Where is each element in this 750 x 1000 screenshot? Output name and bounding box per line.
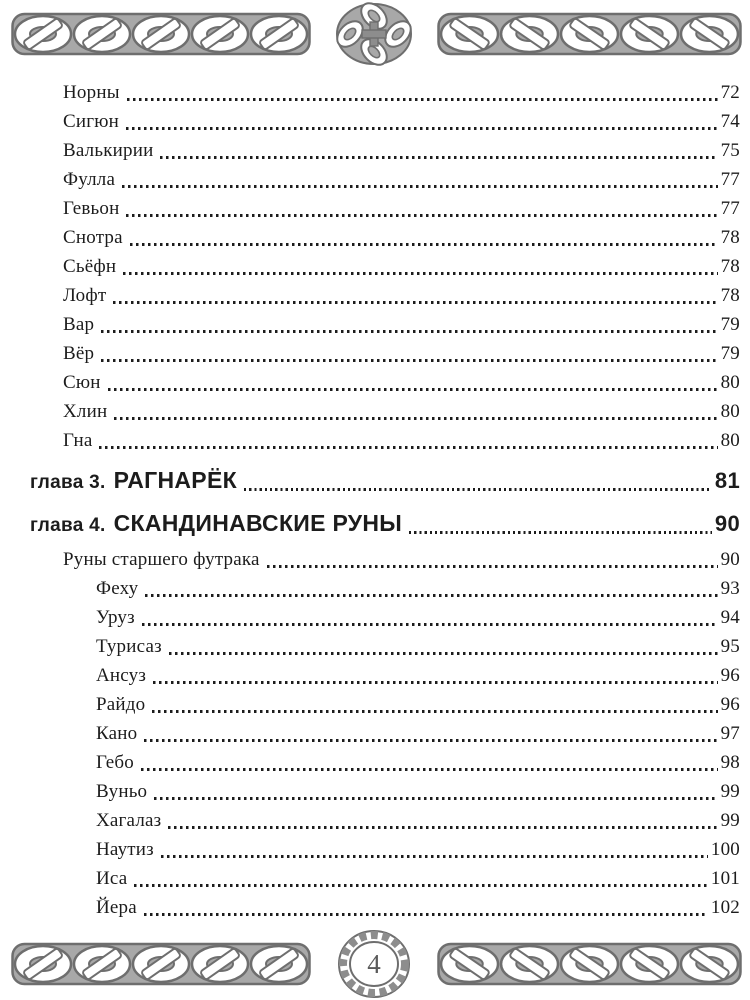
toc-entry-label: Сигюн: [63, 111, 119, 132]
toc-entry-page: 78: [720, 285, 740, 306]
dot-leader: [409, 531, 712, 534]
toc-entry-page: 97: [720, 723, 740, 744]
toc-entry-label: Руны старшего футрака: [63, 549, 260, 570]
dot-leader: [153, 681, 718, 684]
toc-row: [30, 632, 740, 661]
toc-entry-label: Вуньо: [96, 781, 148, 802]
toc-entry-page: 75: [720, 140, 740, 161]
toc-chapter-prefix: глава 3.: [30, 472, 106, 493]
dot-leader: [130, 243, 718, 246]
toc-entry-page: 90: [720, 549, 740, 570]
toc-entry-label: Гна: [63, 430, 93, 451]
toc-entry-label: Кано: [96, 723, 138, 744]
toc-entry-label: Феху: [96, 578, 139, 599]
toc-row: [30, 719, 740, 748]
toc-row: [30, 465, 740, 498]
toc-entry-page: 79: [720, 314, 740, 335]
toc-row: [30, 777, 740, 806]
toc-entry-page: 96: [720, 694, 740, 715]
dot-leader: [122, 185, 718, 188]
toc-entry-page: 80: [720, 401, 740, 422]
toc-entry-page: 95: [720, 636, 740, 657]
dot-leader: [114, 417, 717, 420]
dot-leader: [141, 768, 718, 771]
toc-row: [30, 835, 740, 864]
toc-entry-page: 77: [720, 169, 740, 190]
toc-row: [30, 603, 740, 632]
celtic-knot-band-icon: [437, 938, 742, 990]
dot-leader: [144, 913, 708, 916]
toc-entry-page: 80: [720, 430, 740, 451]
celtic-border-top: [0, 0, 750, 68]
toc-entry-page: 102: [710, 897, 740, 918]
toc-row: [30, 194, 740, 223]
toc-row: [30, 339, 740, 368]
dot-leader: [101, 359, 717, 362]
toc-entry-page: 99: [720, 781, 740, 802]
toc-entry-label: Уруз: [96, 607, 135, 628]
toc-entry-page: 101: [710, 868, 740, 889]
dot-leader: [152, 710, 717, 713]
dot-leader: [134, 884, 707, 887]
dot-leader: [126, 214, 717, 217]
toc-row: [30, 574, 740, 603]
page-number: 4: [367, 949, 381, 979]
toc-row: [30, 368, 740, 397]
toc-entry-page: 72: [720, 82, 740, 103]
toc-entry-label: СКАНДИНАВСКИЕ РУНЫ: [113, 510, 403, 536]
toc-row: [30, 397, 740, 426]
dot-leader: [142, 623, 718, 626]
toc-row: [30, 545, 740, 574]
toc-entry-label: Ансуз: [96, 665, 147, 686]
toc-entry-page: 78: [720, 256, 740, 277]
toc-entry-page: 93: [720, 578, 740, 599]
toc-entry-page: 96: [720, 665, 740, 686]
toc-row: [30, 893, 740, 922]
toc-entry-label: Сюн: [63, 372, 101, 393]
toc-entry-label: Гебо: [96, 752, 134, 773]
toc-entry-label: Валькирии: [63, 140, 154, 161]
toc-entry-page: 77: [720, 198, 740, 219]
dot-leader: [169, 652, 718, 655]
dot-leader: [108, 388, 718, 391]
toc-entry-page: 94: [720, 607, 740, 628]
celtic-knot-band-icon: [10, 8, 312, 60]
toc-row: [30, 165, 740, 194]
toc-entry-label: Вёр: [63, 343, 95, 364]
dot-leader: [126, 127, 718, 130]
toc-entry-label: Снотра: [63, 227, 123, 248]
toc-chapter-prefix: глава 4.: [30, 515, 106, 536]
table-of-contents: [30, 78, 740, 922]
toc-entry-page: 81: [714, 468, 740, 493]
toc-entry-label: Турисаз: [96, 636, 162, 657]
dot-leader: [160, 156, 717, 159]
toc-row: [30, 107, 740, 136]
toc-row: [30, 690, 740, 719]
toc-entry-page: 78: [720, 227, 740, 248]
toc-row: [30, 864, 740, 893]
toc-entry-label: Наутиз: [96, 839, 154, 860]
toc-row: [30, 78, 740, 107]
dot-leader: [113, 301, 717, 304]
dot-leader: [144, 739, 717, 742]
dot-leader: [267, 565, 718, 568]
toc-entry-page: 79: [720, 343, 740, 364]
toc-entry-page: 99: [720, 810, 740, 831]
toc-entry-page: 90: [714, 511, 740, 536]
toc-entry-label: РАГНАРЁК: [113, 467, 237, 493]
dot-leader: [127, 98, 718, 101]
toc-row: [30, 748, 740, 777]
toc-row: [30, 223, 740, 252]
dot-leader: [101, 330, 717, 333]
celtic-knot-band-icon: [10, 938, 312, 990]
dot-leader: [145, 594, 717, 597]
toc-row: [30, 661, 740, 690]
toc-row: [30, 310, 740, 339]
toc-entry-label: Гевьон: [63, 198, 120, 219]
dot-leader: [154, 797, 717, 800]
toc-entry-label: Хлин: [63, 401, 108, 422]
toc-entry-page: 98: [720, 752, 740, 773]
toc-row: [30, 136, 740, 165]
toc-entry-label: Хагалаз: [96, 810, 162, 831]
toc-entry-label: Сьёфн: [63, 256, 117, 277]
page-number-medallion: [335, 928, 413, 1000]
toc-entry-label: Иса: [96, 868, 128, 889]
celtic-border-bottom: [0, 930, 750, 1000]
toc-entry-page: 100: [710, 839, 740, 860]
toc-row: [30, 508, 740, 541]
toc-entry-label: Райдо: [96, 694, 146, 715]
toc-entry-label: Фулла: [63, 169, 116, 190]
toc-row: [30, 281, 740, 310]
dot-leader: [168, 826, 717, 829]
toc-entry-label: Лофт: [63, 285, 107, 306]
dot-leader: [99, 446, 717, 449]
dot-leader: [244, 488, 712, 491]
toc-row: [30, 806, 740, 835]
toc-entry-label: Вар: [63, 314, 95, 335]
toc-entry-label: Йера: [96, 897, 137, 918]
toc-row: [30, 252, 740, 281]
celtic-knot-medallion-icon: [334, 2, 414, 66]
dot-leader: [123, 272, 717, 275]
toc-entry-page: 74: [720, 111, 740, 132]
celtic-knot-band-icon: [437, 8, 742, 60]
dot-leader: [161, 855, 708, 858]
toc-row: [30, 426, 740, 455]
toc-entry-label: Норны: [63, 82, 120, 103]
toc-entry-page: 80: [720, 372, 740, 393]
